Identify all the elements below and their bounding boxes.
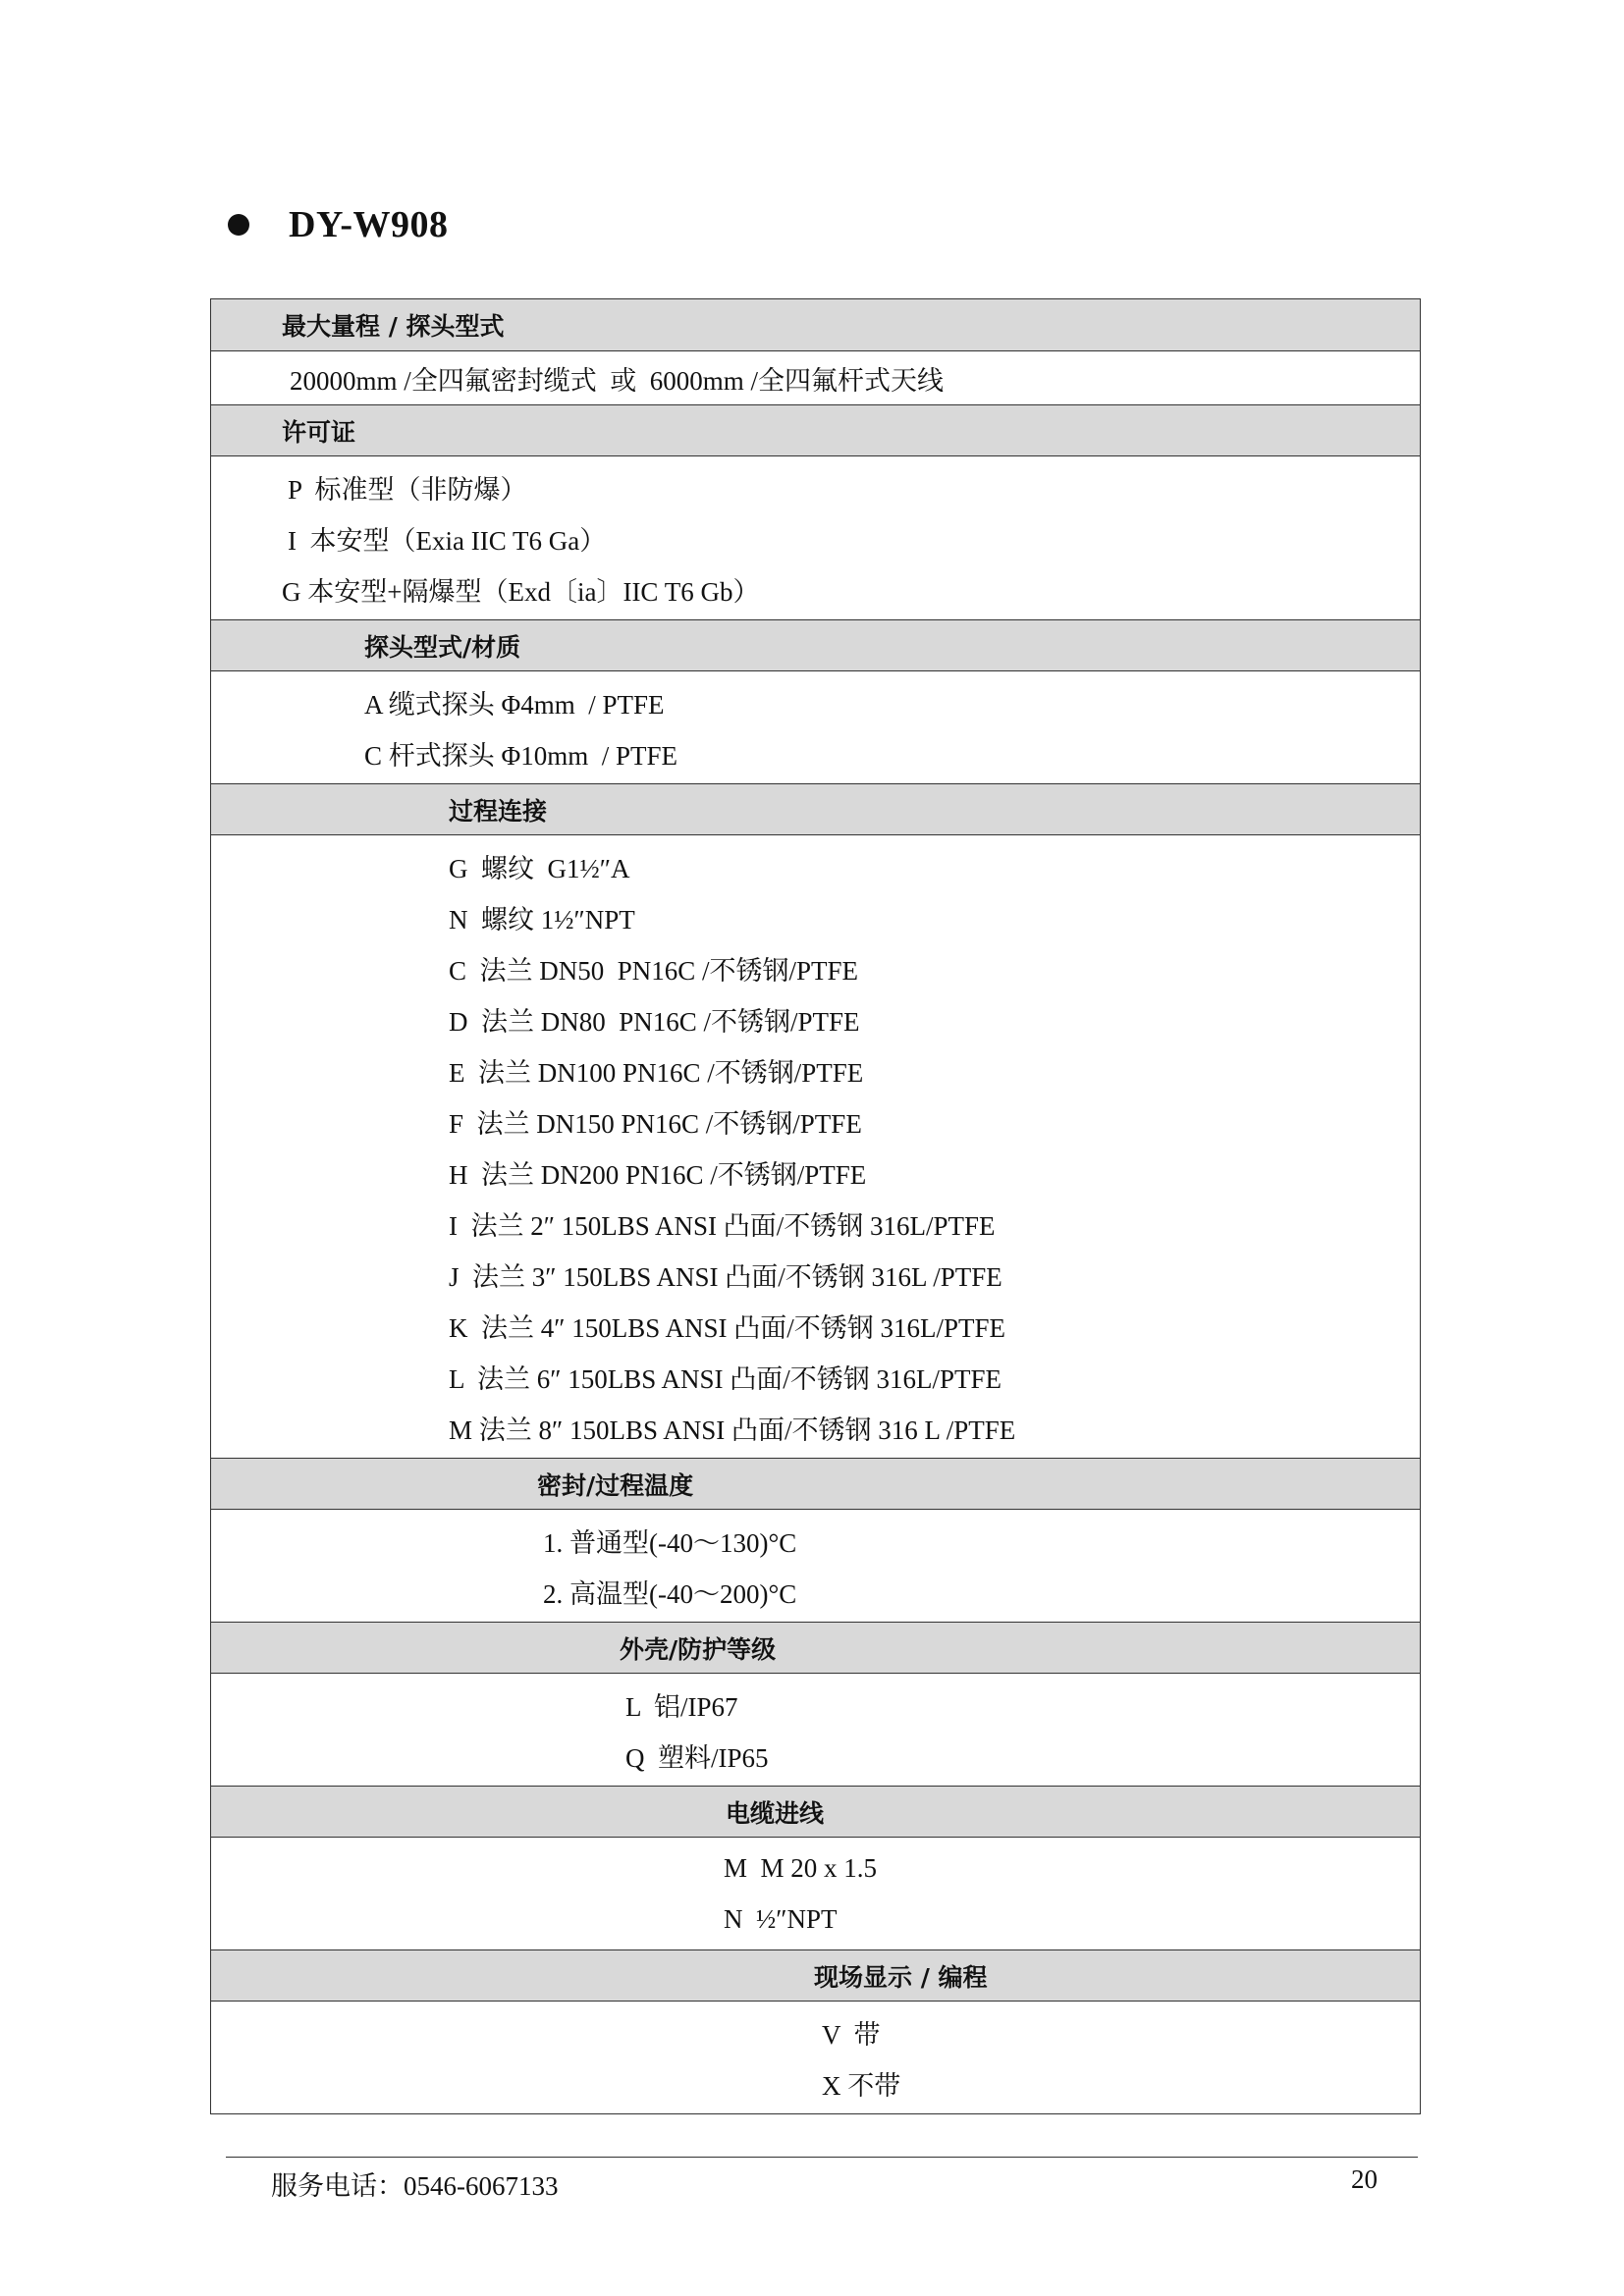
section-header-process: 过程连接 [211, 783, 1420, 834]
list-item: F 法兰 DN150 PN16C /不锈钢/PTFE [449, 1108, 862, 1139]
service-phone: 服务电话：0546-6067133 [271, 2171, 559, 2201]
list-item: V 带 [822, 2019, 881, 2050]
list-item: N 螺纹 1½″NPT [449, 904, 635, 934]
list-item: X 不带 [822, 2070, 901, 2101]
title-text: DY-W908 [289, 204, 449, 245]
section-body-cable [211, 1837, 1420, 1949]
section-header-housing: 外壳/防护等级 [211, 1622, 1420, 1673]
section-body-housing [211, 1673, 1420, 1786]
list-item: G 本安型+隔爆型（Exd〔ia〕IIC T6 Gb） [282, 576, 760, 607]
list-item: C 杆式探头 Φ10mm / PTFE [364, 740, 678, 771]
list-item: 1. 普通型(-40～130)°C [543, 1527, 797, 1558]
section-header-seal-temp: 密封/过程温度 [211, 1458, 1420, 1509]
list-item: N ½″NPT [724, 1903, 838, 1934]
section-header-cable: 电缆进线 [211, 1786, 1420, 1837]
list-item: M M 20 x 1.5 [724, 1852, 878, 1883]
section-body-display [211, 2001, 1420, 2113]
footer-divider [226, 2157, 1418, 2158]
list-item: I 法兰 2″ 150LBS ANSI 凸面/不锈钢 316L/PTFE [449, 1210, 996, 1241]
section-header-display: 现场显示 / 编程 [211, 1949, 1420, 2001]
bullet-icon [228, 214, 249, 236]
section-body-probe [211, 670, 1420, 783]
section-header-probe: 探头型式/材质 [211, 619, 1420, 670]
list-item: 2. 高温型(-40～200)°C [543, 1578, 797, 1609]
section-body-seal-temp [211, 1509, 1420, 1622]
list-item: M 法兰 8″ 150LBS ANSI 凸面/不锈钢 316 L /PTFE [449, 1415, 1016, 1445]
list-item: P 标准型（非防爆） [288, 474, 527, 505]
list-item: 20000mm /全四氟密封缆式 或 6000mm /全四氟杆式天线 [290, 365, 945, 396]
list-item: C 法兰 DN50 PN16C /不锈钢/PTFE [449, 955, 859, 986]
spec-table [210, 298, 1421, 2114]
list-item: L 铝/IP67 [625, 1691, 738, 1722]
section-body-range [211, 350, 1420, 404]
list-item: Q 塑料/IP65 [625, 1742, 769, 1773]
list-item: D 法兰 DN80 PN16C /不锈钢/PTFE [449, 1006, 860, 1037]
list-item: A 缆式探头 Φ4mm / PTFE [364, 689, 665, 720]
page-number: 20 [1351, 2164, 1378, 2194]
list-item: I 本安型（Exia IIC T6 Ga） [288, 525, 607, 556]
list-item: G 螺纹 G1½″A [449, 853, 630, 883]
section-body-license [211, 455, 1420, 619]
section-body-process [211, 834, 1420, 1458]
list-item: H 法兰 DN200 PN16C /不锈钢/PTFE [449, 1159, 867, 1190]
list-item: K 法兰 4″ 150LBS ANSI 凸面/不锈钢 316L/PTFE [449, 1312, 1006, 1343]
list-item: L 法兰 6″ 150LBS ANSI 凸面/不锈钢 316L/PTFE [449, 1363, 1002, 1394]
section-header-range: 最大量程 / 探头型式 [211, 299, 1420, 350]
list-item: J 法兰 3″ 150LBS ANSI 凸面/不锈钢 316L /PTFE [449, 1261, 1002, 1292]
section-header-license: 许可证 [211, 404, 1420, 455]
list-item: E 法兰 DN100 PN16C /不锈钢/PTFE [449, 1057, 864, 1088]
page-title [228, 196, 449, 253]
